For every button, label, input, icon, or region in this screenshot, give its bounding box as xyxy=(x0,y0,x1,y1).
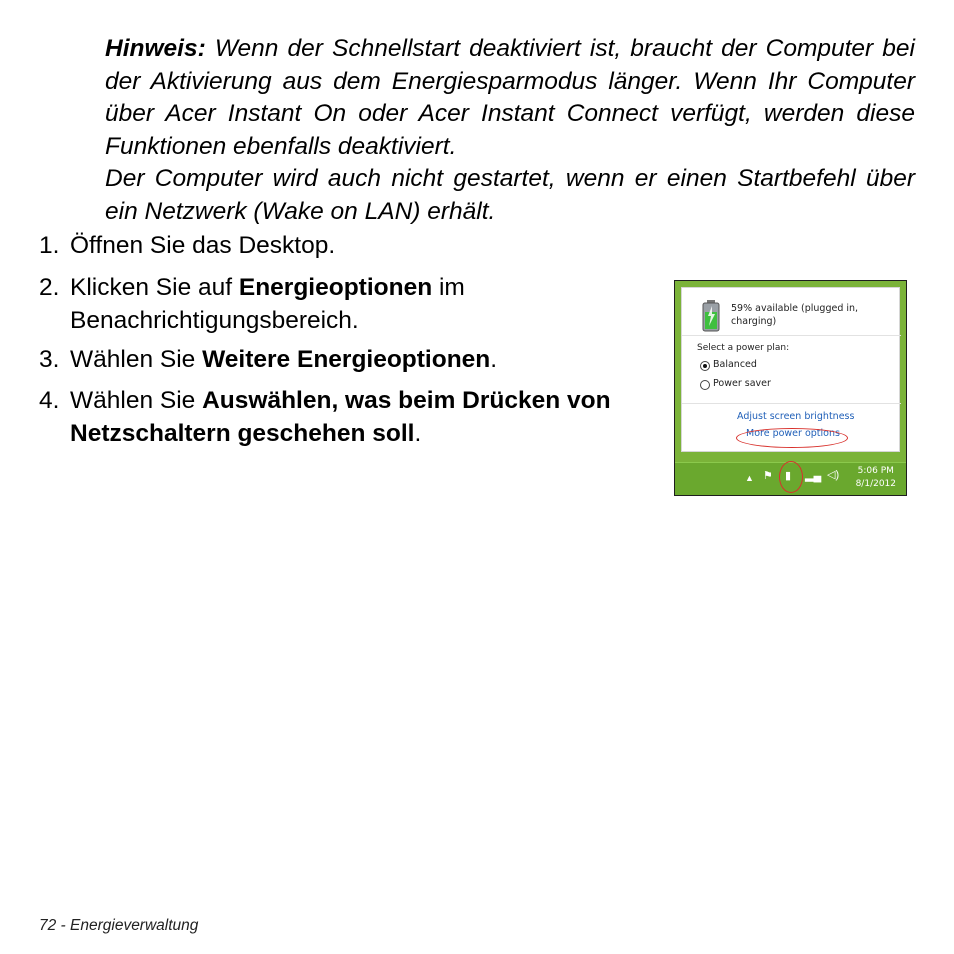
divider xyxy=(682,403,901,404)
power-flyout xyxy=(681,287,900,452)
note-label: Hinweis: xyxy=(105,35,206,62)
action-center-flag-icon[interactable]: ⚑ xyxy=(763,470,773,482)
step-text-plain: Klicken Sie auf xyxy=(70,274,239,301)
step-text-bold: Auswählen, was beim Drücken von Netzschaltern geschehen soll xyxy=(70,387,611,447)
clock[interactable] xyxy=(856,465,896,491)
step-text-bold: Energieoptionen xyxy=(238,274,433,301)
step-number: 1. xyxy=(39,232,60,259)
note-text-1: Wenn der Schnellstart deaktiviert ist, braucht der Computer bei der Aktivierung aus dem Energiesparmodus länger. Wenn Ihr Computer über Acer Instant On oder Acer Instant Connect verfügt, werden diese Funktionen ebenfalls deaktiviert. xyxy=(105,35,915,160)
highlight-circle xyxy=(736,428,848,448)
step-text-plain: . xyxy=(490,346,498,373)
step-text xyxy=(70,385,665,450)
step-text-plain: Öffnen Sie das Desktop. xyxy=(70,232,336,259)
note-paragraph-1 xyxy=(105,33,915,163)
radio-label-balanced: Balanced xyxy=(713,359,757,370)
step-text-plain: im Benachrichtigungsbereich. xyxy=(70,274,465,334)
step-text xyxy=(70,230,660,263)
taskbar xyxy=(675,462,906,495)
step-text xyxy=(70,344,660,377)
page-footer: 72 - Energieverwaltung xyxy=(39,917,199,934)
show-hidden-icons-icon[interactable]: ▲ xyxy=(745,473,754,483)
power-flyout-screenshot xyxy=(674,280,907,496)
more-power-options-link[interactable]: More power options xyxy=(746,428,840,439)
step-text-plain: Wählen Sie xyxy=(70,387,203,414)
network-icon[interactable]: ▂▄ xyxy=(805,470,822,482)
step-text xyxy=(70,272,540,337)
battery-status-text: 59% available (plugged in, charging) xyxy=(731,303,859,327)
power-plan-title: Select a power plan: xyxy=(697,343,790,353)
note-paragraph-2: Der Computer wird auch nicht gestartet, wenn er einen Startbefehl über ein Netzwerk (Wake on LAN) erhält. xyxy=(105,165,915,225)
radio-power-saver[interactable] xyxy=(700,380,710,390)
step-text-plain: . xyxy=(414,419,422,447)
volume-icon[interactable]: ◁) xyxy=(827,469,840,481)
step-number: 4. xyxy=(39,387,60,414)
step-number: 3. xyxy=(39,346,60,373)
radio-balanced[interactable] xyxy=(700,361,710,371)
clock-time: 5:06 PM xyxy=(857,466,894,476)
highlight-circle xyxy=(779,461,803,493)
step-text-plain: Wählen Sie xyxy=(70,346,203,373)
clock-date: 8/1/2012 xyxy=(855,479,896,489)
note-block xyxy=(105,33,915,228)
adjust-brightness-link[interactable]: Adjust screen brightness xyxy=(737,411,855,422)
step-number: 2. xyxy=(39,274,60,301)
divider xyxy=(682,335,901,336)
step-text-bold: Weitere Energieoptionen xyxy=(202,346,491,373)
battery-charging-icon xyxy=(701,300,721,332)
battery-tray-icon[interactable]: ▮ xyxy=(785,470,792,482)
radio-label-power-saver: Power saver xyxy=(713,378,771,389)
